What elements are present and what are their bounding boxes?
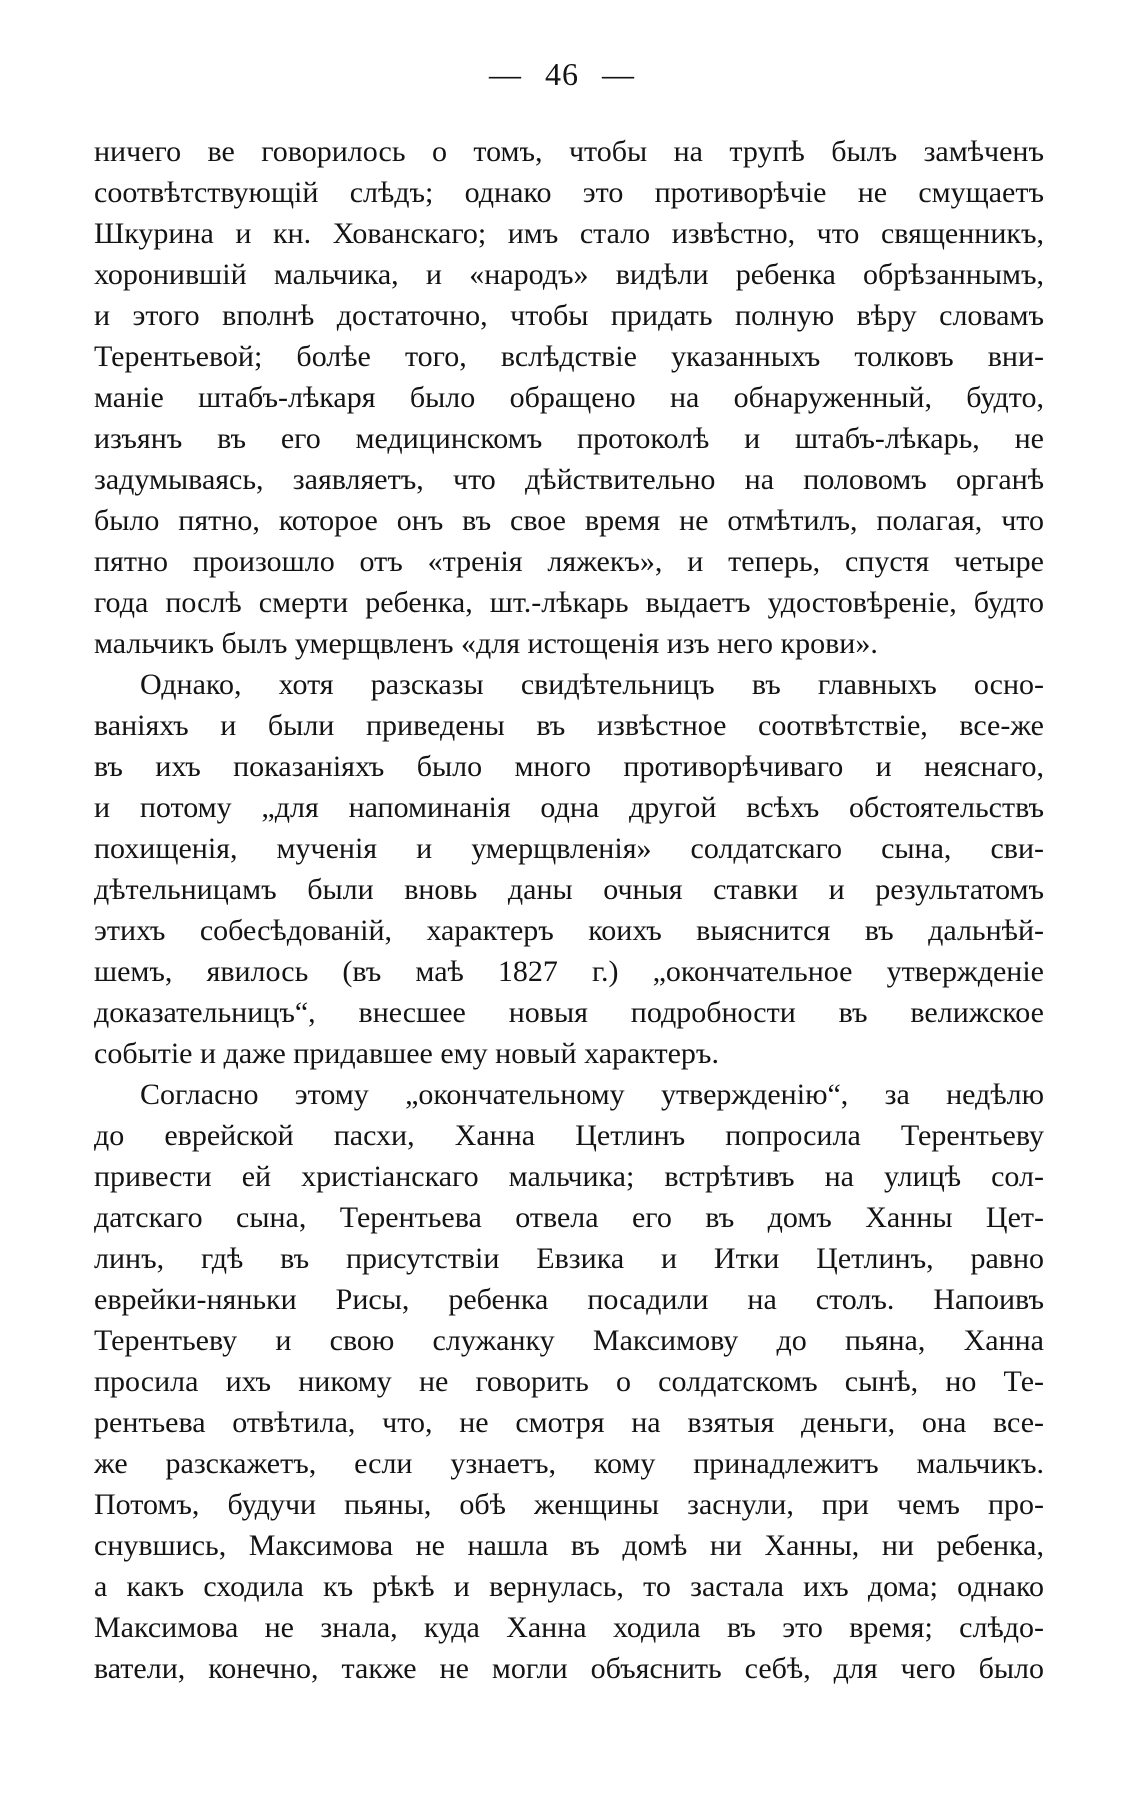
text-line: похищенія, мученія и умерщвленія» солдатскаго сына, сви- [94,832,1044,865]
text-line: Терентьевой; болѣе того, вслѣдствіе указанныхъ толковъ вни- [94,340,1044,373]
text-line: ничего ве говорилось о томъ, чтобы на трупѣ былъ замѣченъ [94,135,1044,168]
text-line: еврейки-няньки Рисы, ребенка посадили на столъ. Напоивъ [94,1283,1044,1316]
text-line: ватели, конечно, также не могли объяснить себѣ, для чего было [94,1652,1044,1685]
text-line: Терентьеву и свою служанку Максимову до пьяна, Ханна [94,1324,1044,1357]
text-line: этихъ собесѣдованій, характеръ коихъ выяснится въ дальнѣй- [94,914,1044,947]
text-line: и этого вполнѣ достаточно, чтобы придать полную вѣру словамъ [94,299,1044,332]
text-line: привести ей христіанскаго мальчика; встрѣтивъ на улицѣ сол- [94,1160,1044,1193]
text-line: доказательницъ“, внесшее новыя подробности въ велижское [94,996,1044,1029]
paragraph-3 [94,1074,1044,1689]
text-line: линъ, гдѣ въ присутствіи Евзика и Итки Цетлинъ, равно [94,1242,1044,1275]
text-line: снувшись, Максимова не нашла въ домѣ ни Ханны, ни ребенка, [94,1529,1044,1562]
text-line: задумываясь, заявляетъ, что дѣйствительно на половомъ органѣ [94,463,1044,496]
text-line: было пятно, которое онъ въ свое время не отмѣтилъ, полагая, что [94,504,1044,537]
text-line: датскаго сына, Терентьева отвела его въ домъ Ханны Цет- [94,1201,1044,1234]
text-line: года послѣ смерти ребенка, шт.-лѣкарь выдаетъ удостовѣреніе, будто [94,586,1044,619]
text-line: изъянъ въ его медицинскомъ протоколѣ и штабъ-лѣкарь, не [94,422,1044,455]
text-line: Шкурина и кн. Хованскаго; имъ стало извѣстно, что священникъ, [94,217,1044,250]
text-line: Согласно этому „окончательному утвержденію“, за недѣлю [140,1078,1044,1111]
text-line: Потомъ, будучи пьяны, обѣ женщины заснули, при чемъ про- [94,1488,1044,1521]
text-line: дѣтельницамъ были вновь даны очныя ставки и результатомъ [94,873,1044,906]
text-line: рентьева отвѣтила, что, не смотря на взятыя деньги, она все- [94,1406,1044,1439]
page-number-dash-right: — [602,56,635,92]
paragraph-1 [94,131,1044,664]
text-line: соотвѣтствующій слѣдъ; однако это противорѣчіе не смущаетъ [94,176,1044,209]
text-line: событіе и даже придавшее ему новый характеръ. [94,1037,719,1070]
page-number: 46 [545,56,579,92]
text-line: ваніяхъ и были приведены въ извѣстное соотвѣтствіе, все-же [94,709,1044,742]
text-line: пятно произошло отъ «тренія ляжекъ», и теперь, спустя четыре [94,545,1044,578]
text-line: Однако, хотя разсказы свидѣтельницъ въ главныхъ осно- [140,668,1044,701]
text-line: шемъ, явилось (въ маѣ 1827 г.) „окончательное утвержденіе [94,955,1044,988]
text-line: до еврейской пасхи, Ханна Цетлинъ попросила Терентьеву [94,1119,1044,1152]
page-number-header [0,54,1124,94]
text-line: Максимова не знала, куда Ханна ходила въ это время; слѣдо- [94,1611,1044,1644]
body-text [94,131,1044,1689]
text-line: же разскажетъ, если узнаетъ, кому принадлежитъ мальчикъ. [94,1447,1044,1480]
page-number-dash-left: — [489,56,522,92]
text-line: мальчикъ былъ умерщвленъ «для истощенія изъ него крови». [94,627,878,660]
text-line: а какъ сходила къ рѣкѣ и вернулась, то застала ихъ дома; однако [94,1570,1044,1603]
text-line: маніе штабъ-лѣкаря было обращено на обнаруженный, будто, [94,381,1044,414]
text-line: и потому „для напоминанія одна другой всѣхъ обстоятельствъ [94,791,1044,824]
paragraph-2 [94,664,1044,1074]
text-line: хоронившій мальчика, и «народъ» видѣли ребенка обрѣзаннымъ, [94,258,1044,291]
text-line: въ ихъ показаніяхъ было много противорѣчиваго и неяснаго, [94,750,1044,783]
text-line: просила ихъ никому не говорить о солдатскомъ сынѣ, но Те- [94,1365,1044,1398]
